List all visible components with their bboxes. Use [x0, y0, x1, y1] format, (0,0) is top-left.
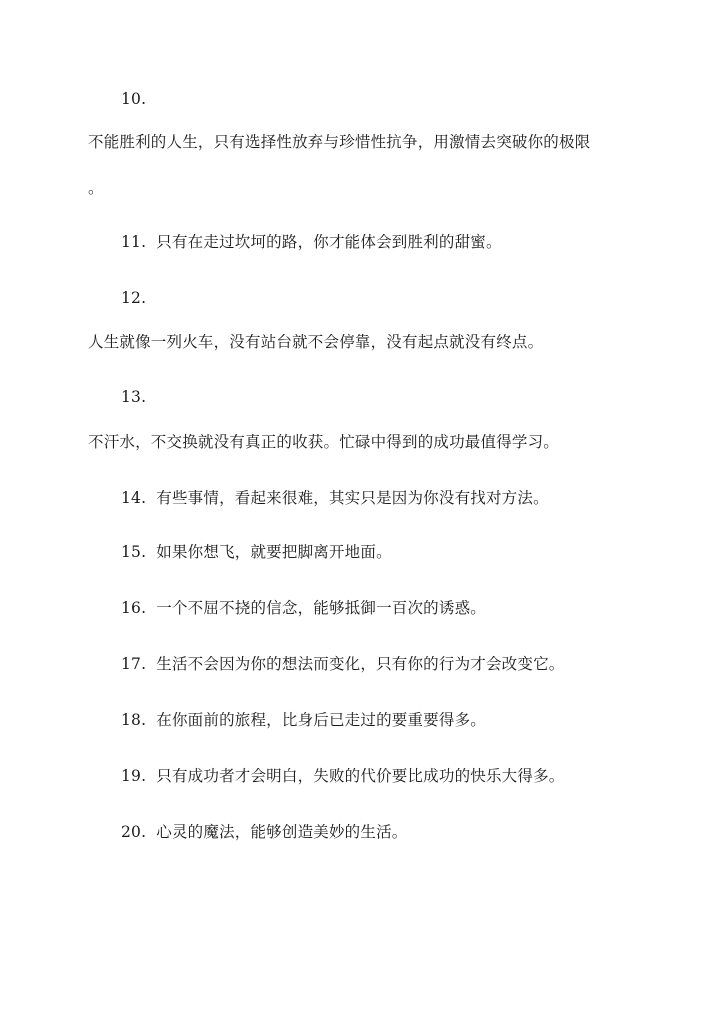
item-17-text: 生活不会因为你的想法而变化，只有你的行为才会改变它。	[156, 655, 565, 673]
list-item	[121, 232, 502, 252]
item-12-text: 人生就像一列火车，没有站台就不会停靠，没有起点就没有终点。	[88, 333, 544, 351]
list-item	[121, 488, 549, 508]
item-12-number: 12.	[121, 289, 147, 307]
item-20-text: 心灵的魔法，能够创造美妙的生活。	[156, 823, 408, 841]
item-18-text: 在你面前的旅程，比身后已走过的要重要得多。	[156, 711, 486, 729]
list-item	[121, 822, 407, 842]
item-15-number: 15.	[121, 543, 147, 561]
item-14-text: 有些事情，看起来很难，其实只是因为你没有找对方法。	[156, 489, 549, 507]
item-13-text: 不汗水，不交换就没有真正的收获。忙碌中得到的成功最值得学习。	[88, 433, 560, 451]
item-10-number: 10.	[121, 90, 147, 108]
item-13-number: 13.	[121, 388, 147, 406]
item-11-text: 只有在走过坎坷的路，你才能体会到胜利的甜蜜。	[156, 233, 502, 251]
item-16-text: 一个不屈不挠的信念，能够抵御一百次的诱惑。	[156, 599, 486, 617]
list-item	[121, 654, 564, 674]
item-19-number: 19.	[121, 767, 147, 785]
item-11-number: 11.	[121, 233, 147, 251]
item-16-number: 16.	[121, 599, 147, 617]
list-item	[121, 766, 564, 786]
item-18-number: 18.	[121, 711, 147, 729]
item-17-number: 17.	[121, 655, 147, 673]
item-19-text: 只有成功者才会明白，失败的代价要比成功的快乐大得多。	[156, 767, 565, 785]
list-item	[121, 710, 486, 730]
item-10-continuation: 。	[88, 179, 104, 197]
item-14-number: 14.	[121, 489, 147, 507]
item-15-text: 如果你想飞，就要把脚离开地面。	[156, 543, 392, 561]
list-item	[121, 598, 486, 618]
list-item	[121, 542, 392, 562]
item-10-text: 不能胜利的人生，只有选择性放弃与珍惜性抗争，用激情去突破你的极限	[88, 133, 591, 151]
item-20-number: 20.	[121, 823, 147, 841]
